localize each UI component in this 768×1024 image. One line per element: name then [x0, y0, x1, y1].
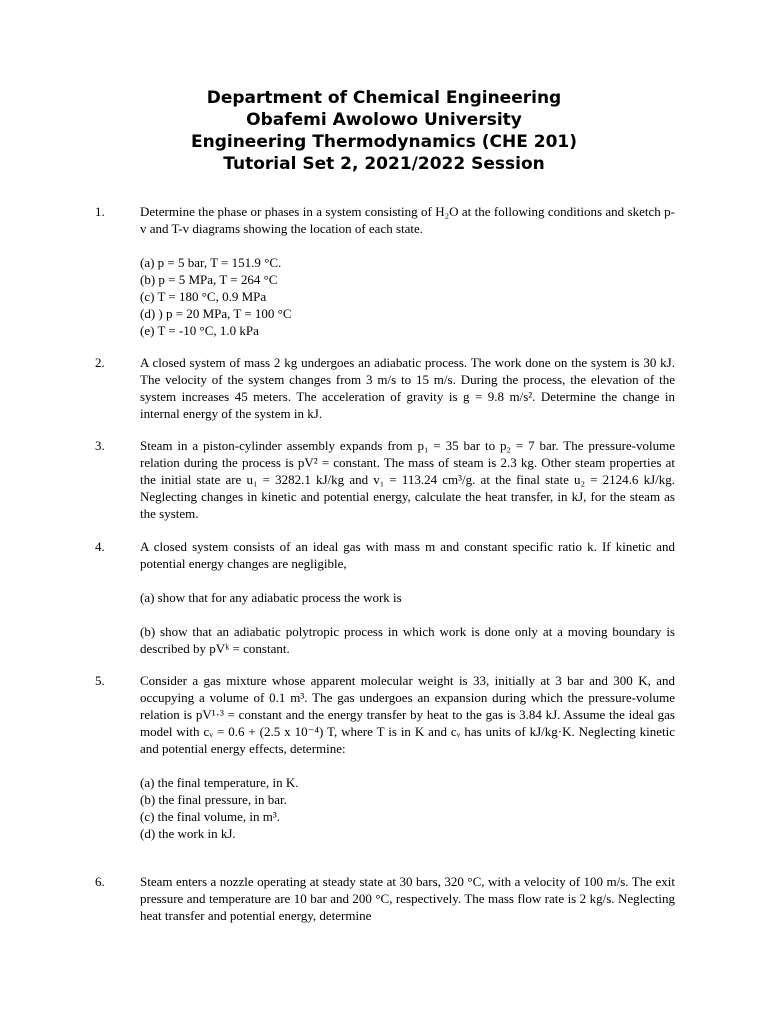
question-number: 3. [95, 438, 105, 453]
question-number: 1. [95, 204, 105, 219]
question-items [140, 774, 675, 842]
question-text: A closed system of mass 2 kg undergoes an adiabatic process. The work done on the system is 30 kJ. The velocity of the system changes from 3 m/s to 15 m/s. During the process, the elevation of the system increases 45 meters. The acceleration of gravity is g = 9.8 m/s². Determine the change in internal energy of the system in kJ. [140, 355, 675, 421]
question-2 [95, 354, 675, 422]
tutorial-title: Tutorial Set 2, 2021/2022 Session [223, 154, 545, 174]
list-item: (c) the final volume, in m³. [140, 809, 280, 824]
question-4 [95, 538, 675, 657]
list-item: (d) the work in kJ. [140, 826, 236, 841]
question-text: Consider a gas mixture whose apparent molecular weight is 33, initially at 3 bar and 300 K, and occupying a volume of 0.1 m³. The gas undergoes an expansion during which the pressure-volume relation is pV¹·³ = constant and the energy transfer by heat to the gas is 3.84 kJ. Assume the ideal gas model with cᵥ = 0.6 + (2.5 x 10⁻⁴) T, where T is in K and cᵥ has units of kJ/kg·K. Neglecting kinetic and potential energy effects, determine: [140, 673, 675, 756]
question-part-b: (b) show that an adiabatic polytropic process in which work is done only at a moving boundary is described by pVᵏ = constant. [140, 624, 675, 656]
question-number: 2. [95, 355, 105, 370]
list-item: (b) p = 5 MPa, T = 264 °C [140, 272, 278, 287]
question-1 [95, 203, 675, 339]
list-item: (b) the final pressure, in bar. [140, 792, 287, 807]
list-item: (a) the final temperature, in K. [140, 775, 299, 790]
list-item: (c) T = 180 °C, 0.9 MPa [140, 289, 267, 304]
question-number: 4. [95, 539, 105, 554]
question-text: A closed system consists of an ideal gas with mass m and constant specific ratio k. If kinetic and potential energy changes are negligible, [140, 539, 675, 571]
list-item: (a) p = 5 bar, T = 151.9 °C. [140, 255, 282, 270]
list-item: (d) ) p = 20 MPa, T = 100 °C [140, 306, 292, 321]
question-6 [95, 873, 675, 924]
question-number: 5. [95, 673, 105, 688]
document-header [0, 87, 768, 175]
question-text: Steam in a piston-cylinder assembly expands from p₁ = 35 bar to p₂ = 7 bar. The pressure-volume relation during the process is pV² = constant. The mass of steam is 2.3 kg. Other steam properties at the initial state are u₁ = 3282.1 kJ/kg and v₁ = 113.24 cm³/g. at the final state u₂ = 2124.6 kJ/kg. Neglecting changes in kinetic and potential energy, calculate the heat transfer, in kJ, for the steam as the system. [140, 438, 675, 521]
question-text: Determine the phase or phases in a system consisting of H₂O at the following conditions and sketch p-v and T-v diagrams showing the location of each state. [140, 204, 675, 236]
question-number: 6. [95, 874, 105, 889]
question-part-a: (a) show that for any adiabatic process the work is [140, 590, 402, 605]
course-title: Engineering Thermodynamics (CHE 201) [190, 132, 578, 152]
question-5 [95, 672, 675, 842]
university-title: Obafemi Awolowo University [246, 110, 522, 130]
question-items [140, 254, 675, 339]
department-title: Department of Chemical Engineering [206, 88, 562, 108]
question-3 [95, 437, 675, 522]
question-text: Steam enters a nozzle operating at steady state at 30 bars, 320 °C, with a velocity of 100 m/s. The exit pressure and temperature are 10 bar and 200 °C, respectively. The mass flow rate is 2 kg/s. Neglecting heat transfer and potential energy, determine [140, 874, 675, 923]
list-item: (e) T = -10 °C, 1.0 kPa [140, 323, 259, 338]
